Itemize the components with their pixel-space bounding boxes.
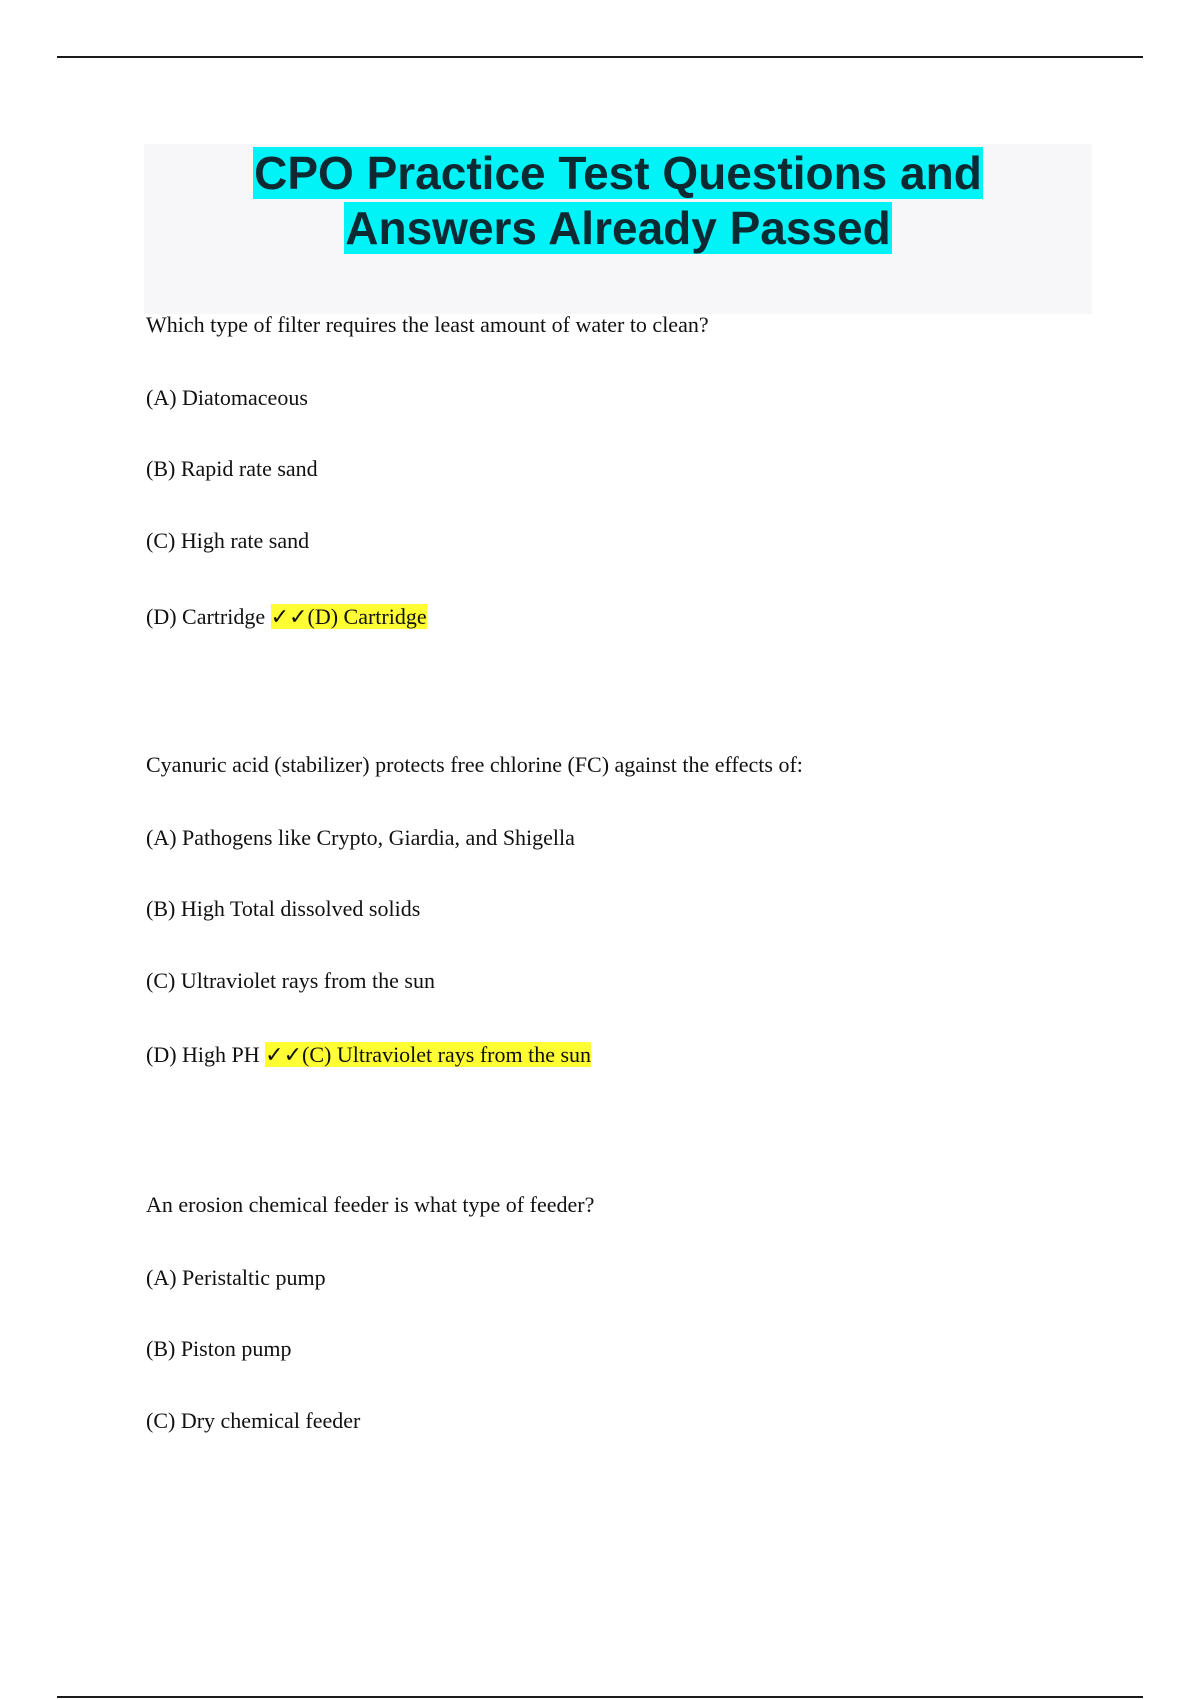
correct-answer-highlight: ✓✓(D) Cartridge — [270, 604, 427, 629]
answer-option-with-answer — [146, 603, 427, 631]
document-title — [144, 144, 1092, 256]
question-prompt: Cyanuric acid (stabilizer) protects free chlorine (FC) against the effects of: — [146, 752, 803, 777]
answer-option: (D) High PH — [146, 1042, 260, 1067]
answer-option-with-answer — [146, 1041, 591, 1069]
answer-option: (C) High rate sand — [146, 528, 310, 553]
answer-option: (A) Pathogens like Crypto, Giardia, and Shigella — [146, 825, 575, 850]
answer-option: (D) Cartridge — [146, 604, 266, 629]
answer-option: (C) Dry chemical feeder — [146, 1408, 361, 1433]
answer-option: (B) Rapid rate sand — [146, 456, 318, 481]
top-rule — [57, 56, 1143, 58]
answer-option: (C) Ultraviolet rays from the sun — [146, 968, 435, 993]
title-line-2: Answers Already Passed — [345, 202, 891, 254]
title-block — [144, 144, 1092, 314]
answer-option: (B) Piston pump — [146, 1336, 292, 1361]
title-line-1: CPO Practice Test Questions and — [254, 147, 982, 199]
answer-option: (B) High Total dissolved solids — [146, 896, 421, 921]
question-prompt: Which type of filter requires the least amount of water to clean? — [146, 312, 709, 337]
correct-answer-highlight: ✓✓(C) Ultraviolet rays from the sun — [265, 1042, 592, 1067]
answer-option: (A) Peristaltic pump — [146, 1265, 326, 1290]
bottom-rule — [57, 1696, 1143, 1698]
answer-option: (A) Diatomaceous — [146, 385, 308, 410]
question-prompt: An erosion chemical feeder is what type of feeder? — [146, 1192, 595, 1217]
